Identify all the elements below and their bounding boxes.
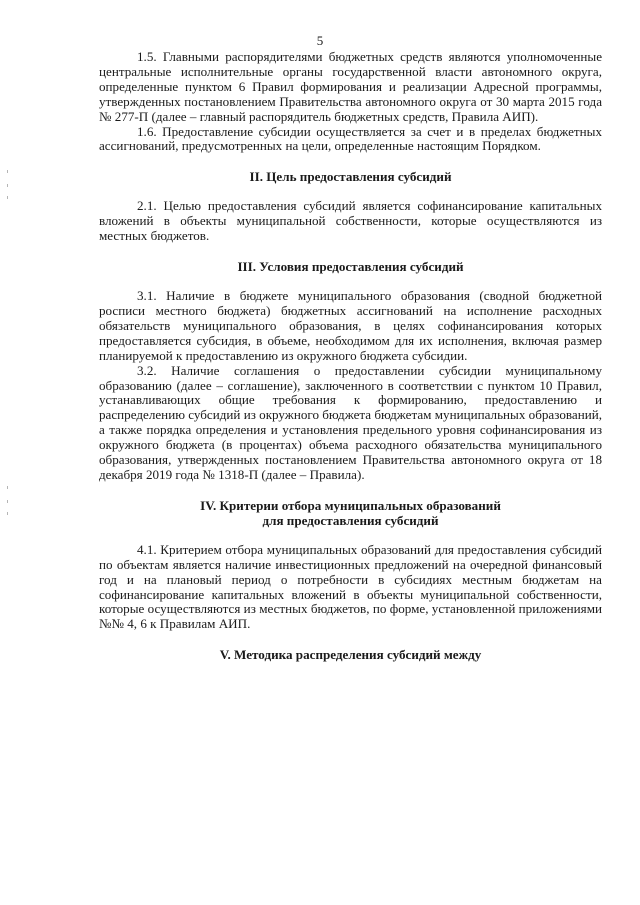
document-body <box>99 50 602 662</box>
scan-mark <box>7 486 8 489</box>
section-heading-3-line-1: III. Условия предоставления субсидий <box>237 259 464 275</box>
page-number: 5 <box>316 33 324 48</box>
section-heading-4 <box>99 498 602 528</box>
section-heading-4-line-1: IV. Критерии отбора муниципальных образований <box>200 497 501 513</box>
scan-mark <box>7 184 8 187</box>
section-heading-2 <box>99 169 602 184</box>
scan-mark <box>7 512 8 515</box>
scan-mark <box>7 500 8 503</box>
section-heading-4-line-2: для предоставления субсидий <box>262 512 439 528</box>
scan-margin-marks <box>4 0 12 905</box>
section-heading-2-line-1: II. Цель предоставления субсидий <box>249 169 452 185</box>
scan-mark <box>7 170 8 173</box>
paragraph-1-6: 1.6. Предоставление субсидии осуществляется за счет и в пределах бюджетных ассигнований, предусмотренных на цели, определенные настоящим Порядком. <box>99 123 602 154</box>
paragraph-2-1: 2.1. Целью предоставления субсидий является софинансирование капитальных вложений в объекты муниципальной собственности, которые осуществляются из местных бюджетов. <box>99 198 602 244</box>
section-heading-5 <box>99 647 602 662</box>
paragraph-4-1: 4.1. Критерием отбора муниципальных образований для предоставления субсидий по объектам является наличие инвестиционных предложений на очередной финансовый год и на плановый период о потребности в субсидиях местным бюджетам на софинансирование капитальных вложений в объекты муниципальной собственности, которые осуществляются из местных бюджетов, по форме, установленной приложениями №№ 4, 6 к Правилам АИП. <box>99 541 602 632</box>
scan-mark <box>7 196 8 199</box>
paragraph-3-2: 3.2. Наличие соглашения о предоставлении субсидии муниципальному образованию (далее – соглашение), заключенного в соответствии с пунктом 10 Правил, устанавливающих общие требования к формированию, предоставлению и распределению субсидий из окружного бюджета бюджетам муниципальных образований, а также порядка определения и установления предельного уровня софинансирования из окружного бюджета (в процентах) объема расходного обязательства муниципального образования, утвержденных постановлением Правительства автономного округа от 18 декабря 2019 года № 1318-П (далее – Правила). <box>99 362 602 482</box>
section-heading-3 <box>99 259 602 274</box>
paragraph-1-5: 1.5. Главными распорядителями бюджетных средств являются уполномоченные центральные исполнительные органы государственной власти автономного округа, определенные пунктом 6 Правил формирования и реализации Адресной программы, утвержденных постановлением Правительства автономного округа от 30 марта 2015 года № 277-П (далее – главный распорядитель бюджетных средств, Правила АИП). <box>99 49 602 124</box>
section-heading-5-line-1: V. Методика распределения субсидий между <box>219 647 482 663</box>
paragraph-3-1: 3.1. Наличие в бюджете муниципального образования (сводной бюджетной росписи местного бюджета) бюджетных ассигнований на исполнение расходных обязательств муниципального образования, в целях софинансирования которых предоставляется субсидия, в объеме, необходимом для их исполнения, включая размер планируемой к предоставлению из окружного бюджета субсидии. <box>99 288 602 363</box>
